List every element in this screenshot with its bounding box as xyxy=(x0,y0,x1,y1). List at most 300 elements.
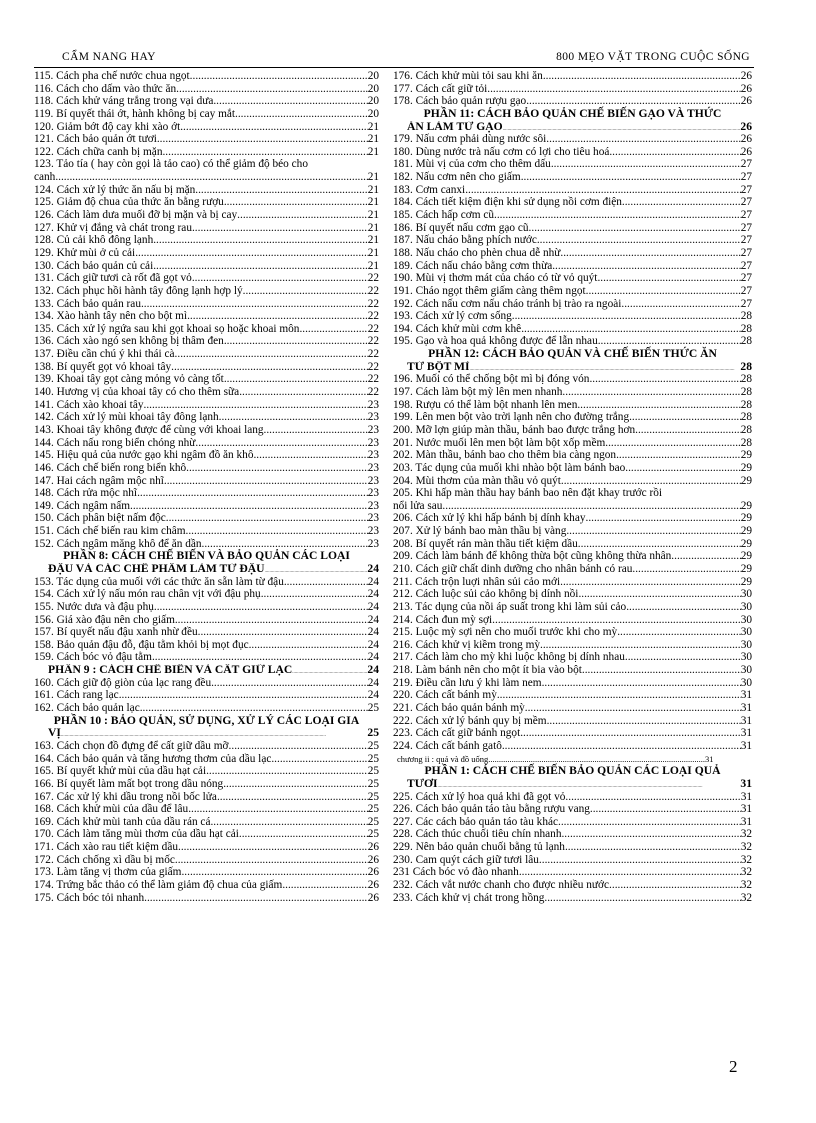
toc-entry-page: 22 xyxy=(367,373,379,386)
toc-entry-page: 21 xyxy=(367,183,379,196)
toc-entry xyxy=(34,791,379,804)
dot-leader xyxy=(195,184,367,197)
toc-entry xyxy=(393,512,752,525)
dot-leader xyxy=(284,576,368,589)
toc-entry-title: 195. Gạo và hoa quả không được để lẫn nhau xyxy=(393,335,598,348)
dot-leader xyxy=(521,323,741,336)
toc-entry-page: 24 xyxy=(367,562,379,575)
toc-entry-page: 27 xyxy=(740,183,752,196)
toc-entry-title: 179. Nấu cơm phải dùng nước sôi xyxy=(393,133,547,146)
toc-entry xyxy=(393,588,752,601)
toc-entry-title: 173. Làm tăng vị thơm của giấm xyxy=(34,866,182,879)
toc-entry-title: 160. Cách giữ độ giòn của lạc rang đều xyxy=(34,676,212,689)
dot-leader xyxy=(561,475,741,488)
toc-entry-title: TƯƠI xyxy=(407,777,438,790)
toc-entry xyxy=(393,727,752,740)
toc-entry-title: 202. Màn thầu, bánh bao cho thêm bia càng ngon xyxy=(393,449,617,462)
toc-entry xyxy=(34,361,379,374)
toc-entry xyxy=(393,841,752,854)
toc-entry xyxy=(393,437,752,450)
toc-entry-page: 25 xyxy=(367,777,379,790)
toc-entry-title: 221. Cách bảo quản bánh mỳ xyxy=(393,702,525,715)
dot-leader xyxy=(61,727,368,740)
toc-right-column xyxy=(393,70,752,904)
page-number: 2 xyxy=(729,1057,738,1076)
toc-entry-title: 155. Nước dưa và đậu phụ xyxy=(34,600,154,613)
toc-entry xyxy=(393,83,752,96)
dot-leader xyxy=(223,778,368,791)
dot-leader xyxy=(442,500,740,513)
toc-entry-title: 176. Cách khử mùi tỏi sau khi ăn xyxy=(393,70,543,82)
toc-entry xyxy=(34,247,379,260)
dot-leader xyxy=(671,550,740,563)
toc-entry xyxy=(393,475,752,488)
toc-entry-title: 208. Bí quyết rán màn thầu tiết kiệm dầu xyxy=(393,537,578,550)
toc-entry xyxy=(393,133,752,146)
toc-entry xyxy=(34,70,379,83)
toc-entry-title: 165. Bí quyết khử mùi của dầu hạt cải xyxy=(34,765,207,778)
toc-entry xyxy=(34,222,379,235)
toc-entry-title: 150. Cách phân biệt nấm độc xyxy=(34,512,166,525)
toc-entry-page: 29 xyxy=(740,461,752,474)
dot-leader xyxy=(578,588,740,601)
toc-entry xyxy=(34,866,379,879)
toc-entry-page: 28 xyxy=(740,423,752,436)
dot-leader xyxy=(609,879,741,892)
toc-entry-title: 199. Lên men bột vào trời lạnh nên cho đường trắng xyxy=(393,411,630,424)
toc-entry-page: 29 xyxy=(740,499,752,512)
toc-entry-title: 230. Cam quýt cách giữ tươi lâu xyxy=(393,853,539,866)
toc-entry-page: 23 xyxy=(367,499,379,512)
toc-entry xyxy=(34,234,379,247)
toc-entry xyxy=(393,892,752,905)
toc-entry xyxy=(34,399,379,412)
dot-leader xyxy=(130,500,368,513)
toc-entry xyxy=(34,373,379,386)
toc-entry-page: 28 xyxy=(740,436,752,449)
toc-entry xyxy=(34,310,379,323)
toc-entry-page: 25 xyxy=(367,752,379,765)
toc-entry-page: 20 xyxy=(367,95,379,108)
dot-leader xyxy=(229,740,368,753)
toc-section-heading-line: PHẦN 1: CÁCH CHẾ BIẾN BẢO QUẢN CÁC LOẠI QUẢ xyxy=(424,764,721,778)
dot-leader xyxy=(188,803,368,816)
toc-entry xyxy=(393,462,752,475)
toc-entry xyxy=(393,146,752,159)
toc-entry xyxy=(34,879,379,892)
toc-entry xyxy=(393,285,752,298)
dot-leader xyxy=(253,449,367,462)
toc-entry-page: 24 xyxy=(367,575,379,588)
toc-entry-page: 21 xyxy=(367,133,379,146)
dot-leader xyxy=(470,361,741,374)
toc-entry xyxy=(393,70,752,83)
dot-leader xyxy=(271,753,367,766)
toc-entry xyxy=(393,386,752,399)
toc-entry xyxy=(34,803,379,816)
toc-entry-title: 223. Cách cất giữ bánh ngọt xyxy=(393,727,521,740)
toc-entry-title: 204. Mùi thơm của màn thầu vỏ quýt xyxy=(393,474,561,487)
toc-entry-page: 23 xyxy=(367,537,379,550)
toc-entry-title: 148. Cách rửa mộc nhĩ xyxy=(34,487,138,500)
toc-entry-title: 118. Cách khử váng trắng trong vại dưa xyxy=(34,95,214,108)
toc-entry-page: 24 xyxy=(367,689,379,702)
toc-entry-page: 28 xyxy=(740,411,752,424)
toc-section-heading-line: PHẦN 8: CÁCH CHẾ BIẾN VÀ BẢO QUẢN CÁC LOẠI xyxy=(63,549,350,563)
toc-left-column xyxy=(34,70,379,904)
toc-entry-page: 31 xyxy=(740,714,752,727)
toc-entry-page: 25 xyxy=(367,828,379,841)
dot-leader xyxy=(605,437,740,450)
dot-leader xyxy=(537,234,741,247)
toc-entry-page: 23 xyxy=(367,398,379,411)
toc-entry-title: TỪ BỘT MÌ xyxy=(407,360,470,373)
toc-entry-title: 153. Tác dụng của muối với các thức ăn sẵn làm từ đậu xyxy=(34,575,284,588)
toc-entry-title: 154. Cách xử lý nấu món rau chân vịt với đậu phụ xyxy=(34,588,261,601)
toc-entry-title: 158. Bảo quản đậu đỗ, đậu tằm khỏi bị mọt đục xyxy=(34,638,249,651)
toc-entry-page: 26 xyxy=(367,841,379,854)
toc-entry-page: 26 xyxy=(740,95,752,108)
toc-entry-page: 21 xyxy=(367,171,379,184)
toc-entry-page: 32 xyxy=(740,891,752,904)
dot-leader xyxy=(577,399,740,412)
dot-leader xyxy=(551,158,741,171)
toc-entry-title: 145. Hiệu quả của nước gạo khi ngâm đồ ăn khô xyxy=(34,449,254,462)
toc-entry-page: 20 xyxy=(367,70,379,82)
toc-entry-page: 22 xyxy=(367,348,379,361)
dot-leader xyxy=(578,538,741,551)
toc-entry-page: 24 xyxy=(367,588,379,601)
toc-entry-title: 132. Cách phục hồi hành tây đông lạnh hợp lý xyxy=(34,284,243,297)
toc-entry-title: 125. Giảm độ chua của thức ăn bằng rượu xyxy=(34,196,224,209)
toc-entry-title: 144. Cách nấu rong biển chóng nhừ xyxy=(34,436,196,449)
toc-entry-line: 123. Tảo tía ( hay còn gọi là tảo cao) có thể giảm độ béo cho xyxy=(34,158,308,171)
toc-entry-title: 214. Cách đun mỳ sợi xyxy=(393,613,493,626)
toc-section-heading xyxy=(34,727,379,740)
toc-entry-page: 22 xyxy=(367,386,379,399)
toc-entry xyxy=(393,222,752,235)
toc-entry-title: 136. Cách xào ngó sen không bị thâm đen xyxy=(34,335,224,348)
toc-entry-title: 203. Tác dụng của muối khi nhào bột làm bánh bao xyxy=(393,461,626,474)
toc-entry-page: 28 xyxy=(740,310,752,323)
dot-leader xyxy=(217,791,368,804)
toc-entry-title: 216. Cách khử vị kiềm trong mỳ xyxy=(393,638,541,651)
toc-entry xyxy=(393,209,752,222)
toc-section-heading xyxy=(393,361,752,374)
toc-entry-title: 119. Bí quyết thái ớt, hành không bị cay mắt xyxy=(34,107,236,120)
toc-entry-page: 21 xyxy=(367,234,379,247)
toc-entry xyxy=(34,146,379,159)
dot-leader xyxy=(181,866,367,879)
dot-leader xyxy=(590,803,741,816)
toc-entry xyxy=(393,816,752,829)
toc-entry-title: 174. Trứng bắc thảo có thể làm giảm độ chua của giấm xyxy=(34,879,283,891)
dot-leader xyxy=(211,677,368,690)
toc-entry-page: 27 xyxy=(740,272,752,285)
toc-entry-title: 191. Cháo ngọt thêm giấm càng thêm ngọt xyxy=(393,284,586,297)
toc-entry-page: 25 xyxy=(367,803,379,816)
toc-entry xyxy=(393,664,752,677)
toc-entry xyxy=(393,424,752,437)
dot-leader xyxy=(224,373,368,386)
dot-leader xyxy=(492,614,741,627)
toc-entry xyxy=(34,449,379,462)
toc-entry xyxy=(34,828,379,841)
toc-entry-page: 23 xyxy=(367,436,379,449)
dot-leader xyxy=(157,133,368,146)
toc-entry-title: 224. Cách cất bánh gatô xyxy=(393,739,502,752)
toc-entry-page: 22 xyxy=(367,360,379,373)
toc-entry-title: 206. Cách xử lý khi hấp bánh bị dính khay xyxy=(393,512,586,525)
toc-chapter-title: chương ii : quả và đồ uống xyxy=(397,753,489,764)
toc-entry xyxy=(393,171,752,184)
toc-entry-page: 27 xyxy=(740,171,752,184)
dot-leader xyxy=(519,866,741,879)
toc-entry-title: 166. Bí quyết làm mất bọt trong dầu nóng xyxy=(34,777,224,790)
toc-entry xyxy=(393,639,752,652)
toc-entry-page: 24 xyxy=(367,664,379,677)
toc-entry-title: PHẦN 9 : CÁCH CHẾ BIẾN VÀ CẤT GIỮ LẠC xyxy=(48,664,293,677)
toc-entry-page: 23 xyxy=(367,461,379,474)
toc-entry-page: 29 xyxy=(740,449,752,462)
toc-entry-page: 27 xyxy=(740,158,752,171)
toc-entry-title: 130. Cách bảo quản củ cải xyxy=(34,259,154,272)
toc-entry-page: 29 xyxy=(740,474,752,487)
dot-leader xyxy=(192,222,368,235)
toc-entry-title: 227. Các cách bảo quản táo tàu khác xyxy=(393,815,558,828)
toc-section-heading xyxy=(34,563,379,576)
toc-entry-page: 25 xyxy=(367,765,379,778)
dot-leader xyxy=(565,841,741,854)
toc-entry-title: 159. Cách bóc vỏ đậu tằm xyxy=(34,651,152,664)
dot-leader xyxy=(171,361,368,374)
toc-entry-title: 129. Khử mùi ở củ cải xyxy=(34,246,136,259)
toc-entry xyxy=(393,563,752,576)
toc-entry xyxy=(34,348,379,361)
toc-entry xyxy=(393,702,752,715)
toc-section-heading-line: PHẦN 11: CÁCH BẢO QUẢN CHẾ BIẾN GẠO VÀ THỨC xyxy=(423,106,722,120)
toc-section-heading-line: PHẦN 10 : BẢO QUẢN, SỬ DỤNG, XỬ LÝ CÁC LOẠI GIA xyxy=(53,713,360,727)
toc-entry-page: 25 xyxy=(367,727,379,740)
toc-entry-page: 29 xyxy=(740,512,752,525)
dot-leader xyxy=(190,70,368,83)
toc-entry-title: ĂN LÀM TỪ GẠO xyxy=(407,120,503,133)
toc-entry-title: 138. Bí quyết gọt vỏ khoai tây xyxy=(34,360,172,373)
dot-leader xyxy=(153,260,368,273)
toc-entry xyxy=(34,475,379,488)
toc-entry-page: 27 xyxy=(740,221,752,234)
toc-entry xyxy=(34,651,379,664)
toc-entry-title: 147. Hai cách ngâm mộc nhĩ xyxy=(34,474,164,487)
dot-leader xyxy=(144,399,368,412)
toc-entry-page: 28 xyxy=(740,322,752,335)
toc-entry-page: 22 xyxy=(367,272,379,285)
toc-entry-page: 28 xyxy=(740,386,752,399)
toc-entry-title: 142. Cách xử lý mùi khoai tây đông lạnh xyxy=(34,411,219,424)
toc-entry-page: 22 xyxy=(367,297,379,310)
toc-entry xyxy=(34,702,379,715)
toc-entry xyxy=(34,121,379,134)
dot-leader xyxy=(210,816,367,829)
toc-entry xyxy=(34,462,379,475)
toc-entry-title: 157. Bí quyết nấu đậu xanh nhừ đều xyxy=(34,626,198,639)
dot-leader xyxy=(560,576,741,589)
toc-entry xyxy=(393,399,752,412)
toc-entry xyxy=(34,209,379,222)
dot-leader xyxy=(562,386,740,399)
toc-entry-page: 30 xyxy=(740,651,752,664)
toc-entry-title: 213. Tác dụng của nồi áp suất trong khi làm sủi cảo xyxy=(393,600,627,613)
toc-entry-title: 228. Cách thúc chuối tiêu chín nhanh xyxy=(393,828,562,841)
dot-leader xyxy=(186,462,368,475)
dot-leader xyxy=(140,702,368,715)
toc-entry-page: 32 xyxy=(740,879,752,891)
toc-entry-title: 232. Cách vắt nước chanh cho được nhiều nước xyxy=(393,879,610,891)
dot-leader xyxy=(625,651,741,664)
dot-leader xyxy=(525,702,741,715)
toc-entry-title: 182. Nấu cơm nên cho giấm xyxy=(393,171,521,184)
header-right-title: 800 MẸO VẶT TRONG CUỘC SỐNG xyxy=(556,51,750,63)
dot-leader xyxy=(175,348,368,361)
toc-entry-page: 28 xyxy=(740,360,752,373)
dot-leader xyxy=(178,841,368,854)
toc-entry xyxy=(393,158,752,171)
toc-entry xyxy=(393,576,752,589)
header-left-title: CẨM NANG HAY xyxy=(62,51,156,63)
dot-leader xyxy=(487,83,740,96)
toc-entry-title: 218. Làm bánh nên cho một ít bia vào bột xyxy=(393,664,582,677)
toc-entry-page: 27 xyxy=(740,246,752,259)
toc-entry-title: 187. Nấu cháo bằng phích nước xyxy=(393,234,537,247)
toc-entry-page: 24 xyxy=(367,600,379,613)
dot-leader xyxy=(162,146,367,159)
page-header xyxy=(34,49,754,68)
toc-entry xyxy=(393,500,752,513)
toc-entry-title: 167. Các xử lý khi dầu trong nồi bốc lửa xyxy=(34,790,217,803)
dot-leader xyxy=(632,563,740,576)
toc-entry-page: 27 xyxy=(740,196,752,209)
dot-leader xyxy=(503,121,741,134)
toc-entry-title: 120. Giảm bớt độ cay khi xào ớt xyxy=(34,120,181,133)
toc-entry-title: 196. Muối có thể chống bột mì bị đóng vón xyxy=(393,373,590,386)
toc-entry-page: 21 xyxy=(367,196,379,209)
toc-entry xyxy=(393,184,752,197)
dot-leader xyxy=(186,525,368,538)
toc-entry-title: 164. Cách bảo quản và tăng hương thơm của dầu lạc xyxy=(34,752,272,765)
toc-entry-page: 21 xyxy=(367,209,379,222)
dot-leader xyxy=(195,437,367,450)
toc-entry-title: 128. Củ cải khô đông lạnh xyxy=(34,234,154,247)
dot-leader xyxy=(187,310,368,323)
toc-entry-page: 31 xyxy=(740,727,752,740)
toc-entry-title: 156. Giá xào đậu nên cho giấm xyxy=(34,613,175,626)
toc-section-heading xyxy=(393,778,752,791)
toc-entry xyxy=(34,639,379,652)
toc-section-heading xyxy=(34,664,379,677)
toc-entry-title: 140. Hương vị của khoai tây có cho thêm sữa xyxy=(34,386,240,399)
toc-entry-title: 190. Mùi vị thơm mát của cháo có từ vỏ quýt xyxy=(393,272,598,285)
dot-leader xyxy=(137,487,368,500)
toc-entry xyxy=(34,171,379,184)
toc-entry-page: 21 xyxy=(367,145,379,158)
toc-entry-title: 172. Cách chống xì dầu bị mốc xyxy=(34,853,175,866)
toc-entry-page: 28 xyxy=(740,335,752,348)
toc-entry-page: 26 xyxy=(367,879,379,891)
toc-entry-page: 30 xyxy=(740,600,752,613)
toc-entry xyxy=(34,260,379,273)
toc-entry-title: 121. Cách bảo quản ớt tươi xyxy=(34,133,157,146)
dot-leader xyxy=(546,133,740,146)
toc-entry-page: 20 xyxy=(367,82,379,95)
toc-entry-title: 220. Cách cất bánh mỳ xyxy=(393,689,497,702)
toc-entry-page: 22 xyxy=(367,310,379,323)
dot-leader xyxy=(497,689,741,702)
toc-entry-page: 26 xyxy=(740,70,752,82)
toc-entry xyxy=(393,715,752,728)
toc-entry xyxy=(34,525,379,538)
toc-entry-title: 231 Cách bóc vỏ đào nhanh xyxy=(393,866,519,879)
toc-entry-title: 177. Cách cất giữ tỏi xyxy=(393,82,488,95)
toc-entry-page: 28 xyxy=(740,373,752,386)
toc-entry-title: 186. Bí quyết nấu cơm gạo cũ xyxy=(393,221,529,234)
toc-entry-page: 25 xyxy=(367,739,379,752)
toc-entry xyxy=(34,677,379,690)
toc-entry xyxy=(34,298,379,311)
toc-entry-page: 28 xyxy=(740,398,752,411)
toc-entry xyxy=(34,512,379,525)
dot-leader xyxy=(224,335,368,348)
toc-entry-title: 178. Cách bảo quản rượu gạo xyxy=(393,95,527,108)
toc-entry-title: 233. Cách khử vị chát trong hồng xyxy=(393,891,545,904)
toc-entry xyxy=(393,310,752,323)
dot-leader xyxy=(617,626,740,639)
toc-entry-page: 23 xyxy=(367,512,379,525)
toc-entry-title: 198. Rượu có thể làm bột nhanh lên men xyxy=(393,398,578,411)
toc-entry xyxy=(34,614,379,627)
dot-leader xyxy=(166,512,368,525)
toc-entry xyxy=(34,626,379,639)
toc-entry xyxy=(34,335,379,348)
toc-entry-title: 193. Cách xử lý cơm sống xyxy=(393,310,512,323)
toc-entry xyxy=(393,601,752,614)
dot-leader xyxy=(616,449,741,462)
toc-entry xyxy=(393,247,752,260)
dot-leader xyxy=(609,146,740,159)
toc-entry xyxy=(393,651,752,664)
toc-entry-title: 222. Cách xử lý bánh quy bị mềm xyxy=(393,714,547,727)
toc-entry-page: 26 xyxy=(740,133,752,146)
dot-leader xyxy=(529,222,741,235)
toc-entry xyxy=(393,689,752,702)
dot-leader xyxy=(135,247,368,260)
dot-leader xyxy=(175,614,368,627)
toc-entry-page: 23 xyxy=(367,423,379,436)
dot-leader xyxy=(502,740,741,753)
toc-entry-page: 29 xyxy=(740,562,752,575)
toc-entry-page: 21 xyxy=(367,221,379,234)
toc-entry-page: 31 xyxy=(740,790,752,803)
dot-leader xyxy=(539,854,741,867)
dot-leader xyxy=(141,298,368,311)
toc-entry-title: 185. Cách hấp cơm cũ xyxy=(393,209,495,222)
toc-entry-page: 31 xyxy=(740,815,752,828)
toc-entry xyxy=(393,538,752,551)
dot-leader xyxy=(465,184,741,197)
dot-leader xyxy=(206,765,368,778)
toc-entry-page: 29 xyxy=(740,550,752,563)
dot-leader xyxy=(164,475,368,488)
toc-entry-title: 127. Khử vị đắng và chát trong rau xyxy=(34,221,192,234)
